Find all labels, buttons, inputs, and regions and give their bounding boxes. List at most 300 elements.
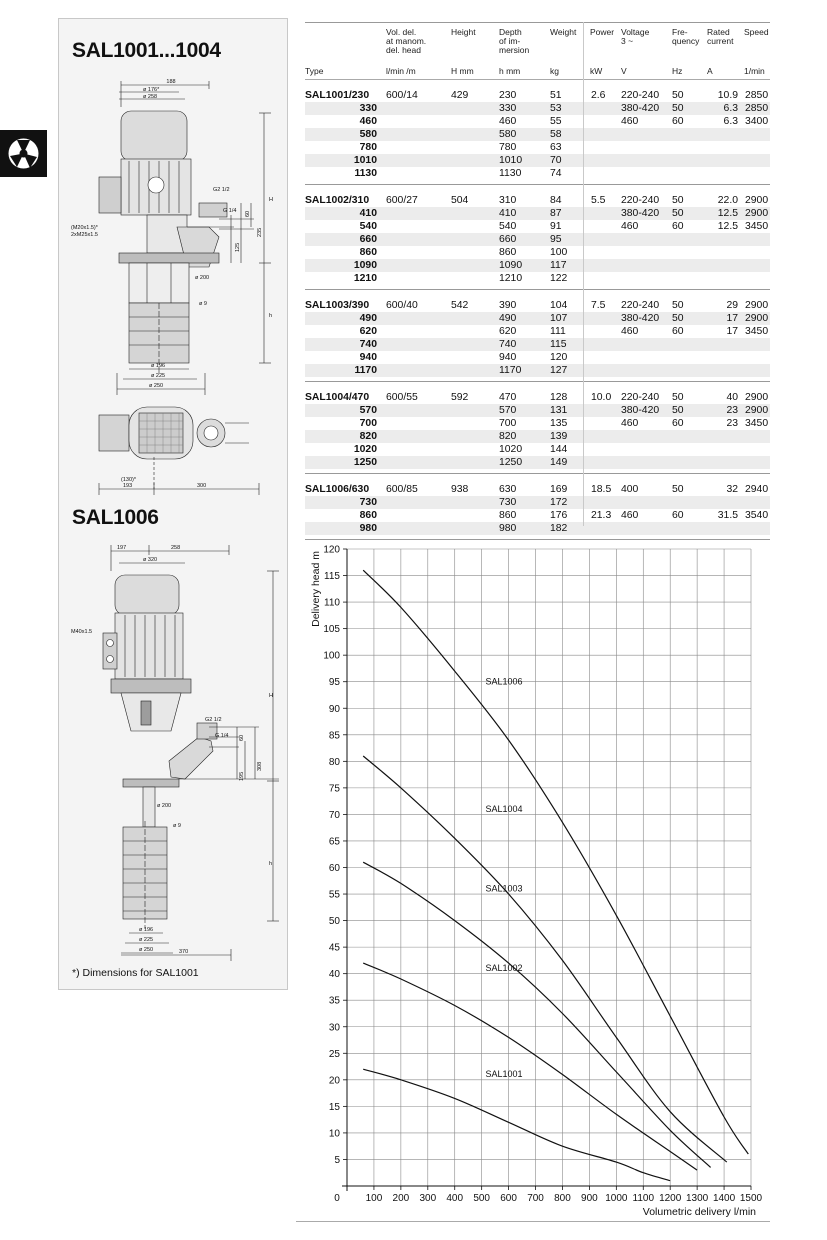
cell-depth: 1210 [499, 273, 523, 284]
cell-weight: 58 [550, 129, 562, 140]
cell-type: 540 [359, 221, 377, 232]
cell-depth: 230 [499, 90, 517, 101]
x-tick-label: 300 [419, 1193, 437, 1204]
y-tick-label: 5 [334, 1154, 340, 1166]
cell-type: 780 [359, 142, 377, 153]
dim-d258: ø 258 [143, 94, 158, 100]
table-row [305, 430, 770, 443]
table-row [305, 272, 770, 285]
table-row [305, 496, 770, 509]
dim-370: 370 [179, 949, 189, 955]
dim-195: 195 [239, 771, 245, 781]
curve-label-sal1002: SAL1002 [485, 963, 523, 974]
cell-vol: 600/40 [386, 300, 418, 311]
cell-weight: 169 [550, 484, 568, 495]
table-row [305, 364, 770, 377]
curve-sal1002 [363, 963, 697, 1170]
dimensions-footnote: *) Dimensions for SAL1001 [72, 967, 199, 979]
cell-voltage: 460 [621, 221, 639, 232]
curve-label-sal1003: SAL1003 [485, 883, 523, 894]
cell-freq: 50 [672, 405, 684, 416]
cell-depth: 490 [499, 313, 517, 324]
cell-voltage: 380-420 [621, 313, 660, 324]
cell-type: 1010 [353, 155, 377, 166]
y-tick-label: 45 [328, 942, 340, 954]
y-tick-label: 20 [328, 1075, 340, 1087]
cell-type: SAL1001/230 [305, 90, 370, 101]
cell-speed: 2850 [745, 103, 769, 114]
header-weight: Weight [550, 27, 577, 37]
dim-d200-b: ø 200 [157, 803, 172, 809]
curve-sal1001 [363, 1069, 670, 1181]
cell-weight: 144 [550, 444, 568, 455]
cell-weight: 117 [550, 260, 567, 271]
cell-voltage: 220-240 [621, 392, 660, 403]
cell-current: 10.9 [717, 90, 738, 101]
y-tick-label: 100 [323, 650, 340, 662]
cell-depth: 820 [499, 431, 517, 442]
cell-depth: 410 [499, 208, 517, 219]
y-tick-label: 120 [323, 544, 340, 556]
x-tick-label: 500 [473, 1193, 491, 1204]
cell-current: 17 [726, 326, 738, 337]
cell-power: 2.6 [591, 90, 606, 101]
x-axis-label: Volumetric delivery l/min [642, 1206, 756, 1218]
cell-weight: 122 [550, 273, 568, 284]
dim-d250-b: ø 250 [139, 947, 154, 953]
x-tick-label: 1000 [605, 1193, 628, 1204]
cell-speed: 2900 [745, 300, 769, 311]
dim-g212: G2 1/2 [213, 187, 230, 193]
column-divider [583, 22, 584, 526]
cell-height: 429 [451, 90, 469, 101]
dim-d320: ø 320 [143, 557, 158, 563]
cell-freq: 60 [672, 116, 684, 127]
page-bottom-rule [296, 1221, 770, 1222]
cell-speed: 3450 [745, 418, 769, 429]
dim-g14: G 1/4 [223, 208, 237, 214]
cell-freq: 50 [672, 313, 684, 324]
table-row [305, 299, 770, 312]
cell-speed: 2940 [745, 484, 769, 495]
cell-speed: 2900 [745, 195, 769, 206]
curve-label-sal1004: SAL1004 [485, 803, 523, 814]
dim-60-b: 60 [239, 734, 245, 741]
cell-height: 938 [451, 484, 469, 495]
cell-type: 1210 [353, 273, 377, 284]
dim-d225: ø 225 [151, 373, 166, 379]
table-row [305, 128, 770, 141]
cell-vol: 600/14 [386, 90, 418, 101]
x-tick-label: 1500 [739, 1193, 763, 1204]
table-header [305, 22, 770, 80]
dim-h-b: h [269, 861, 273, 867]
cell-type: 620 [359, 326, 377, 337]
cell-weight: 95 [550, 234, 562, 245]
table-row [305, 259, 770, 272]
y-tick-label: 85 [328, 730, 340, 742]
curve-sal1004 [363, 756, 727, 1162]
x-tick-label: 1400 [712, 1193, 736, 1204]
y-tick-label: 90 [328, 703, 340, 715]
cell-type: 1250 [353, 457, 377, 468]
cell-weight: 139 [550, 431, 568, 442]
cell-type: 330 [359, 103, 377, 114]
y-tick-label: 35 [328, 995, 340, 1007]
dim-d225-b: ø 225 [139, 937, 154, 943]
table-row [305, 154, 770, 167]
cell-voltage: 220-240 [621, 195, 660, 206]
unit-vol: l/min /m [386, 66, 416, 76]
cell-weight: 131 [550, 405, 568, 416]
cell-speed: 2900 [745, 392, 769, 403]
header-power: Power [590, 27, 615, 37]
cell-type: SAL1002/310 [305, 195, 370, 206]
dim-cable-2: 2xM25x1.5 [71, 232, 98, 238]
cell-voltage: 460 [621, 116, 639, 127]
cell-voltage: 220-240 [621, 90, 660, 101]
unit-weight: kg [550, 66, 559, 76]
table-row [305, 246, 770, 259]
y-tick-label: 30 [328, 1022, 340, 1034]
model-group [305, 290, 770, 382]
unit-frequency: Hz [672, 66, 683, 76]
cell-current: 6.3 [723, 116, 738, 127]
y-tick-label: 115 [324, 571, 340, 583]
cell-depth: 740 [499, 339, 517, 350]
table-row [305, 115, 770, 128]
cell-depth: 780 [499, 142, 517, 153]
cell-power: 5.5 [591, 195, 606, 206]
dim-H-b: H [269, 693, 273, 699]
cell-depth: 980 [499, 523, 517, 534]
y-tick-label: 110 [324, 597, 340, 609]
cell-current: 12.5 [717, 221, 738, 232]
cell-weight: 127 [550, 365, 568, 376]
cell-vol: 600/85 [386, 484, 418, 495]
cell-weight: 84 [550, 195, 562, 206]
dim-d250: ø 250 [149, 383, 164, 389]
model-group [305, 185, 770, 290]
cell-voltage: 400 [621, 484, 639, 495]
cell-depth: 660 [499, 234, 517, 245]
cell-power: 21.3 [591, 510, 612, 521]
dim-188: 188 [166, 79, 176, 85]
y-axis-label: Delivery head m [310, 551, 322, 627]
cell-weight: 63 [550, 142, 562, 153]
x-tick-label: 1300 [686, 1193, 709, 1204]
dim-m40: M40x1.5 [71, 629, 93, 635]
dim-125: 125 [235, 242, 241, 252]
curve-sal1003 [363, 862, 710, 1167]
curve-label-sal1001: SAL1001 [485, 1069, 523, 1080]
fan-logo-icon [0, 130, 47, 177]
cell-freq: 60 [672, 326, 684, 337]
cell-speed: 2850 [745, 90, 769, 101]
cell-weight: 55 [550, 116, 562, 127]
table-row [305, 167, 770, 180]
table-row [305, 443, 770, 456]
cell-speed: 3400 [745, 116, 769, 127]
cell-weight: 100 [550, 247, 568, 258]
cell-type: 460 [359, 116, 377, 127]
cell-voltage: 220-240 [621, 300, 660, 311]
x-tick-label: 1200 [659, 1193, 682, 1204]
unit-power: kW [590, 66, 603, 76]
y-tick-label: 95 [328, 677, 340, 689]
table-row [305, 141, 770, 154]
cell-type: 570 [359, 405, 377, 416]
cell-depth: 460 [499, 116, 517, 127]
header-speed: Speed [744, 27, 769, 37]
x-tick-label: 100 [365, 1193, 383, 1204]
cell-type: 1130 [354, 168, 377, 179]
y-tick-label: 60 [328, 863, 340, 874]
dim-h: h [269, 313, 273, 319]
unit-height: H mm [451, 66, 474, 76]
unit-speed: 1/min [744, 66, 765, 76]
cell-weight: 176 [550, 510, 568, 521]
model-title-sal1006: SAL1006 [72, 506, 159, 529]
cell-power: 10.0 [591, 392, 612, 403]
cell-freq: 50 [672, 300, 684, 311]
table-row [305, 233, 770, 246]
cell-height: 504 [451, 195, 469, 206]
cell-voltage: 380-420 [621, 103, 660, 114]
header-depth: Depth of im- mersion [499, 27, 530, 55]
table-row [305, 404, 770, 417]
cell-depth: 860 [499, 510, 517, 521]
cell-depth: 1170 [499, 365, 522, 376]
cell-freq: 50 [672, 484, 684, 495]
cell-current: 22.0 [717, 195, 738, 206]
cell-type: 820 [359, 431, 377, 442]
curve-label-sal1006: SAL1006 [485, 676, 523, 687]
cell-depth: 1020 [499, 444, 523, 455]
curve-sal1006 [363, 570, 748, 1154]
cell-weight: 135 [550, 418, 568, 429]
dim-d9: ø 9 [199, 301, 207, 307]
cell-freq: 50 [672, 90, 684, 101]
table-row [305, 220, 770, 233]
header-current: Rated current [707, 27, 734, 46]
cell-depth: 470 [499, 392, 517, 403]
y-tick-label: 15 [328, 1101, 340, 1113]
cell-voltage: 460 [621, 418, 639, 429]
unit-voltage: V [621, 66, 627, 76]
cell-depth: 630 [499, 484, 517, 495]
cell-freq: 50 [672, 103, 684, 114]
cell-height: 592 [451, 392, 469, 403]
cell-type: 1090 [353, 260, 377, 271]
cell-depth: 1010 [499, 155, 523, 166]
cell-weight: 104 [550, 300, 568, 311]
table-row [305, 312, 770, 325]
cell-type: 980 [359, 523, 377, 534]
cell-height: 542 [451, 300, 469, 311]
cell-depth: 860 [499, 247, 517, 258]
cell-depth: 620 [499, 326, 517, 337]
dimension-drawing-sal1001 [59, 77, 289, 507]
cell-speed: 2900 [745, 405, 769, 416]
dim-g14-b: G 1/4 [215, 733, 229, 739]
cell-speed: 3450 [745, 221, 769, 232]
cell-type: 860 [359, 510, 377, 521]
cell-weight: 53 [550, 103, 562, 114]
cell-voltage: 380-420 [621, 405, 660, 416]
cell-type: SAL1004/470 [305, 392, 370, 403]
unit-current: A [707, 66, 713, 76]
cell-current: 17 [726, 313, 738, 324]
header-vol: Vol. del. at manom. del. head [386, 27, 427, 55]
x-tick-label: 1100 [632, 1193, 655, 1204]
model-group [305, 474, 770, 540]
specifications-table [305, 22, 770, 540]
cell-depth: 1090 [499, 260, 523, 271]
cell-type: 1020 [353, 444, 377, 455]
x-tick-label: 900 [581, 1193, 598, 1204]
cell-weight: 120 [550, 352, 568, 363]
y-tick-label: 55 [328, 889, 340, 901]
dim-H: H [269, 197, 273, 203]
table-row [305, 338, 770, 351]
model-group [305, 382, 770, 474]
table-row [305, 456, 770, 469]
cell-weight: 111 [550, 326, 566, 337]
cell-depth: 330 [499, 103, 517, 114]
cell-depth: 540 [499, 221, 517, 232]
y-tick-label: 70 [328, 809, 340, 821]
cell-freq: 60 [672, 418, 684, 429]
cell-type: 1170 [354, 365, 377, 376]
cell-weight: 51 [550, 90, 562, 101]
dim-plan-a2: 193 [123, 483, 133, 489]
cell-weight: 149 [550, 457, 568, 468]
cell-type: 940 [359, 352, 377, 363]
cell-current: 32 [726, 484, 738, 495]
cell-speed: 2900 [745, 313, 769, 324]
x-tick-label: 700 [527, 1193, 544, 1204]
cell-weight: 74 [550, 168, 562, 179]
cell-weight: 87 [550, 208, 562, 219]
pump-performance-chart [296, 540, 770, 1220]
y-tick-label: 10 [328, 1128, 340, 1140]
model-group [305, 80, 770, 185]
cell-weight: 182 [550, 523, 568, 534]
cell-voltage: 380-420 [621, 208, 660, 219]
cell-voltage: 460 [621, 510, 639, 521]
cell-type: 660 [359, 234, 377, 245]
cell-speed: 3450 [745, 326, 769, 337]
dim-235: 235 [257, 227, 263, 237]
cell-weight: 107 [550, 313, 568, 324]
cell-current: 23 [726, 418, 738, 429]
cell-weight: 172 [550, 497, 568, 508]
dim-d9-b: ø 9 [173, 823, 181, 829]
dim-258: 258 [171, 545, 181, 551]
dim-60: 60 [245, 210, 251, 217]
dim-d196-b: ø 196 [139, 927, 154, 933]
cell-depth: 700 [499, 418, 517, 429]
y-tick-label: 80 [328, 756, 340, 768]
cell-current: 40 [726, 392, 738, 403]
y-tick-label: 105 [323, 624, 340, 636]
cell-current: 23 [726, 405, 738, 416]
cell-type: 700 [359, 418, 377, 429]
dim-cable-1: (M20x1.5)* [71, 225, 98, 231]
unit-type: Type [305, 66, 324, 76]
cell-freq: 60 [672, 510, 684, 521]
y-tick-label: 50 [328, 916, 340, 928]
table-row [305, 522, 770, 535]
cell-depth: 580 [499, 129, 517, 140]
table-row [305, 417, 770, 430]
table-row [305, 391, 770, 404]
dim-g212-b: G2 1/2 [205, 717, 222, 723]
table-row [305, 351, 770, 364]
x-tick-label: 400 [446, 1193, 464, 1204]
y-tick-label: 25 [328, 1048, 340, 1060]
cell-depth: 940 [499, 352, 517, 363]
cell-vol: 600/27 [386, 195, 418, 206]
cell-type: 580 [359, 129, 377, 140]
cell-depth: 1130 [499, 168, 522, 179]
cell-current: 31.5 [717, 510, 738, 521]
cell-freq: 50 [672, 195, 684, 206]
cell-depth: 570 [499, 405, 517, 416]
cell-depth: 390 [499, 300, 517, 311]
cell-type: 730 [359, 497, 377, 508]
x-tick-label: 200 [392, 1193, 410, 1204]
y-tick-label: 65 [328, 836, 340, 848]
cell-speed: 2900 [745, 208, 769, 219]
unit-depth: h mm [499, 66, 521, 76]
x-tick-label: 800 [554, 1193, 571, 1204]
brand-badge [0, 130, 47, 177]
header-height: Height [451, 27, 476, 37]
dim-197: 197 [117, 545, 127, 551]
x-tick-label: 0 [334, 1193, 340, 1204]
cell-current: 6.3 [723, 103, 738, 114]
cell-freq: 60 [672, 221, 684, 232]
cell-weight: 70 [550, 155, 562, 166]
table-row [305, 207, 770, 220]
cell-depth: 310 [499, 195, 517, 206]
cell-power: 7.5 [591, 300, 606, 311]
cell-current: 12.5 [717, 208, 738, 219]
dim-308: 308 [257, 761, 263, 771]
table-row [305, 194, 770, 207]
y-tick-label: 75 [328, 783, 340, 795]
model-title-sal1001: SAL1001...1004 [72, 39, 221, 62]
header-frequency: Fre- quency [672, 27, 700, 46]
cell-current: 29 [726, 300, 738, 311]
cell-type: SAL1003/390 [305, 300, 370, 311]
cell-weight: 115 [550, 339, 567, 350]
cell-type: 410 [359, 208, 377, 219]
cell-voltage: 460 [621, 326, 639, 337]
table-row [305, 89, 770, 102]
cell-speed: 3540 [745, 510, 769, 521]
table-row [305, 483, 770, 496]
cell-type: 860 [359, 247, 377, 258]
dim-plan-a: (130)* [121, 477, 136, 483]
cell-freq: 50 [672, 392, 684, 403]
cell-type: SAL1006/630 [305, 484, 370, 495]
y-tick-label: 40 [328, 969, 340, 981]
dim-d176: ø 176* [143, 87, 160, 93]
table-row [305, 102, 770, 115]
